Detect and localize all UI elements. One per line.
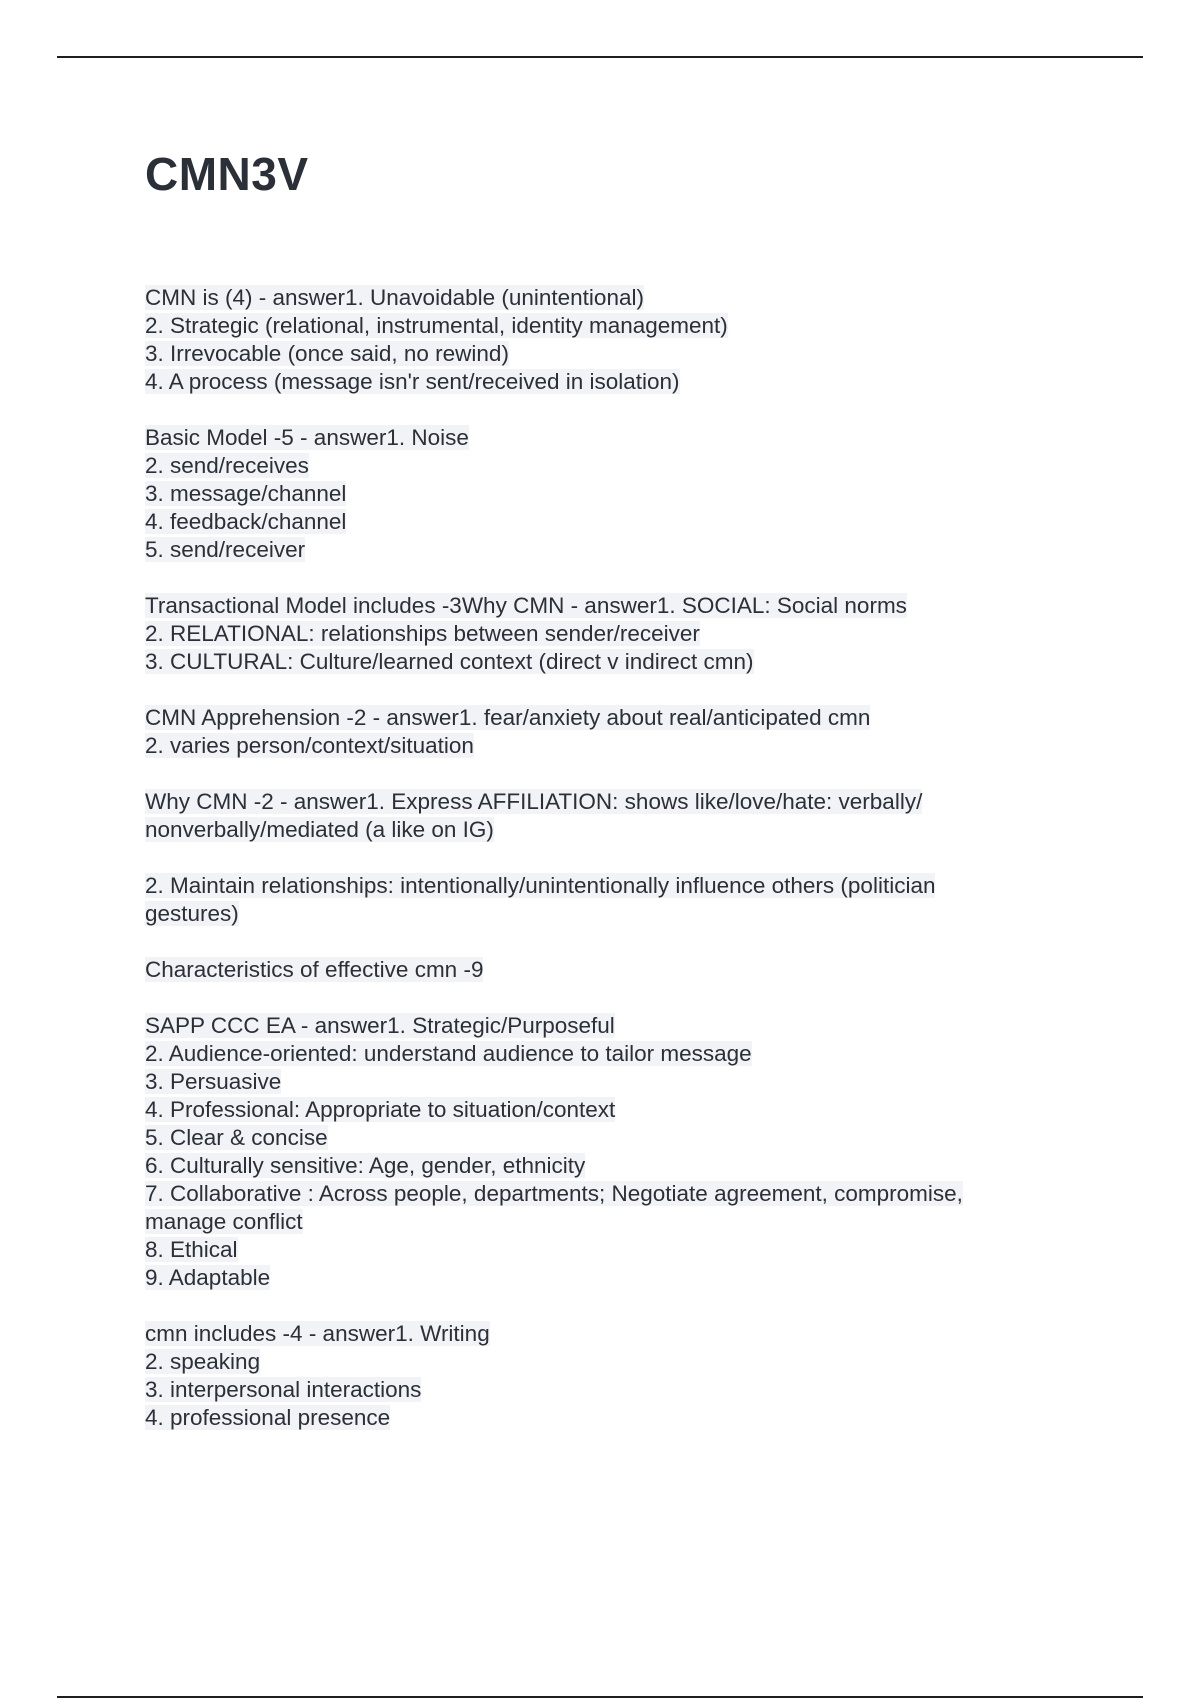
flashcard-line-text: 4. A process (message isn'r sent/received in isolation) bbox=[145, 369, 680, 394]
flashcard-line-text: 3. interpersonal interactions bbox=[145, 1377, 422, 1402]
flashcard-line bbox=[145, 1096, 1045, 1124]
flashcard-line bbox=[145, 1208, 1045, 1236]
flashcard-line-text: 4. Professional: Appropriate to situation/context bbox=[145, 1097, 616, 1122]
flashcard-line-text: manage conflict bbox=[145, 1209, 303, 1234]
flashcard-line bbox=[145, 1124, 1045, 1152]
flashcard-block bbox=[145, 592, 1045, 676]
flashcard-line-text: 2. Audience-oriented: understand audience to tailor message bbox=[145, 1041, 752, 1066]
flashcard-line-text: 4. feedback/channel bbox=[145, 509, 347, 534]
flashcard-line bbox=[145, 1404, 1045, 1432]
flashcard-line-text: 5. send/receiver bbox=[145, 537, 306, 562]
flashcard-block bbox=[145, 872, 1045, 928]
flashcard-line-text: Characteristics of effective cmn -9 bbox=[145, 957, 484, 982]
flashcard-line-text: cmn includes -4 - answer1. Writing bbox=[145, 1321, 490, 1346]
flashcard-block bbox=[145, 1320, 1045, 1432]
flashcard-line bbox=[145, 1068, 1045, 1096]
flashcard-line bbox=[145, 1264, 1045, 1292]
flashcard-line-text: 8. Ethical bbox=[145, 1237, 238, 1262]
flashcard-line bbox=[145, 1348, 1045, 1376]
flashcard-block bbox=[145, 424, 1045, 564]
flashcard-line bbox=[145, 508, 1045, 536]
flashcard-line-text: 5. Clear & concise bbox=[145, 1125, 328, 1150]
flashcard-line-text: Why CMN -2 - answer1. Express AFFILIATION: shows like/love/hate: verbally/ bbox=[145, 789, 923, 814]
flashcard-line-text: 2. speaking bbox=[145, 1349, 261, 1374]
flashcard-line bbox=[145, 816, 1045, 844]
flashcard-line bbox=[145, 1236, 1045, 1264]
flashcard-line-text: nonverbally/mediated (a like on IG) bbox=[145, 817, 494, 842]
flashcard-list bbox=[145, 284, 1045, 1460]
flashcard-line-text: 2. varies person/context/situation bbox=[145, 733, 474, 758]
flashcard-line-text: 2. RELATIONAL: relationships between sender/receiver bbox=[145, 621, 700, 646]
flashcard-line-text: Basic Model -5 - answer1. Noise bbox=[145, 425, 469, 450]
flashcard-line bbox=[145, 1180, 1045, 1208]
flashcard-line bbox=[145, 788, 1045, 816]
flashcard-line-text: 4. professional presence bbox=[145, 1405, 391, 1430]
flashcard-line-text: 2. send/receives bbox=[145, 453, 309, 478]
flashcard-line bbox=[145, 284, 1045, 312]
flashcard-line bbox=[145, 368, 1045, 396]
flashcard-line bbox=[145, 1376, 1045, 1404]
flashcard-line-text: 9. Adaptable bbox=[145, 1265, 271, 1290]
flashcard-line bbox=[145, 900, 1045, 928]
flashcard-line bbox=[145, 620, 1045, 648]
flashcard-line-text: CMN is (4) - answer1. Unavoidable (unintentional) bbox=[145, 285, 644, 310]
flashcard-line bbox=[145, 1012, 1045, 1040]
flashcard-line-text: CMN Apprehension -2 - answer1. fear/anxiety about real/anticipated cmn bbox=[145, 705, 871, 730]
flashcard-line bbox=[145, 536, 1045, 564]
flashcard-line-text: 7. Collaborative : Across people, departments; Negotiate agreement, compromise, bbox=[145, 1181, 963, 1206]
flashcard-block bbox=[145, 704, 1045, 760]
flashcard-line-text: Transactional Model includes -3Why CMN - answer1. SOCIAL: Social norms bbox=[145, 593, 907, 618]
flashcard-line-text: 3. message/channel bbox=[145, 481, 347, 506]
flashcard-line-text: 2. Strategic (relational, instrumental, identity management) bbox=[145, 313, 728, 338]
flashcard-line bbox=[145, 424, 1045, 452]
flashcard-block bbox=[145, 1012, 1045, 1292]
flashcard-line-text: 3. Irrevocable (once said, no rewind) bbox=[145, 341, 509, 366]
flashcard-block bbox=[145, 956, 1045, 984]
flashcard-line-text: 3. CULTURAL: Culture/learned context (direct v indirect cmn) bbox=[145, 649, 754, 674]
flashcard-line bbox=[145, 732, 1045, 760]
flashcard-line bbox=[145, 452, 1045, 480]
flashcard-line bbox=[145, 312, 1045, 340]
flashcard-line bbox=[145, 704, 1045, 732]
flashcard-block bbox=[145, 788, 1045, 844]
flashcard-line bbox=[145, 592, 1045, 620]
flashcard-line bbox=[145, 340, 1045, 368]
top-rule bbox=[57, 56, 1143, 58]
flashcard-line-text: SAPP CCC EA - answer1. Strategic/Purposeful bbox=[145, 1013, 615, 1038]
flashcard-line bbox=[145, 1152, 1045, 1180]
flashcard-line-text: 6. Culturally sensitive: Age, gender, ethnicity bbox=[145, 1153, 586, 1178]
page-title: CMN3V bbox=[145, 148, 309, 200]
flashcard-line bbox=[145, 1040, 1045, 1068]
flashcard-line bbox=[145, 480, 1045, 508]
flashcard-line bbox=[145, 872, 1045, 900]
flashcard-line-text: 2. Maintain relationships: intentionally/unintentionally influence others (politician bbox=[145, 873, 936, 898]
flashcard-line bbox=[145, 956, 1045, 984]
flashcard-line bbox=[145, 1320, 1045, 1348]
flashcard-line-text: gestures) bbox=[145, 901, 239, 926]
flashcard-line bbox=[145, 648, 1045, 676]
flashcard-line-text: 3. Persuasive bbox=[145, 1069, 282, 1094]
bottom-rule bbox=[57, 1696, 1143, 1698]
flashcard-block bbox=[145, 284, 1045, 396]
